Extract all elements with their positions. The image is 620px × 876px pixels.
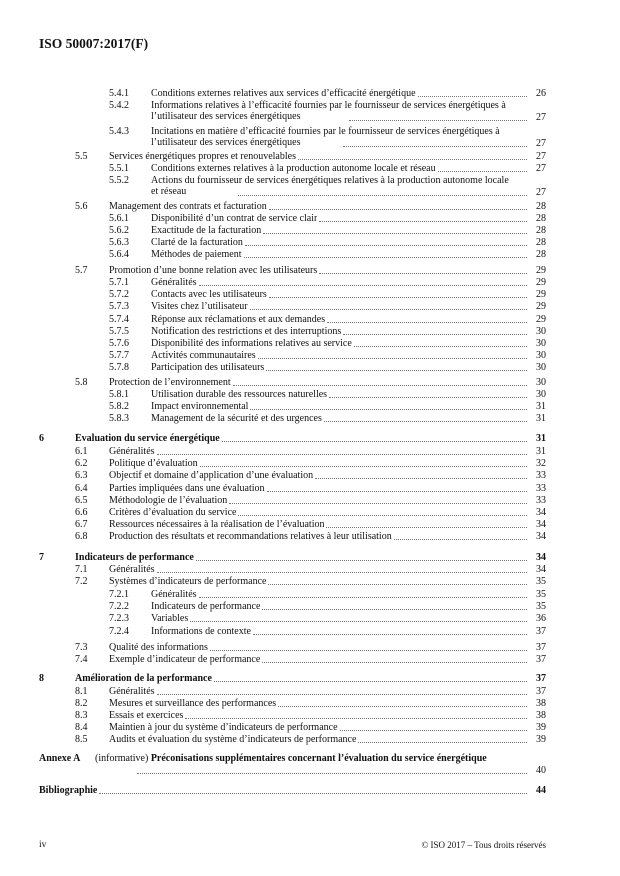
toc-dot-leader <box>263 232 527 234</box>
toc-dot-leader <box>354 345 527 347</box>
toc-dot-leader <box>329 396 527 398</box>
toc-dot-leader <box>269 296 527 298</box>
toc-dot-leader <box>266 369 527 371</box>
document-id: ISO 50007:2017(F) <box>39 36 149 51</box>
toc-dot-leader <box>250 308 527 310</box>
toc-entry-title: Généralités <box>109 446 155 457</box>
toc-entry-title <box>95 753 512 764</box>
toc-dot-leader <box>343 333 527 335</box>
toc-entry-number: 6.7 <box>75 519 88 530</box>
toc-entry-number: Annexe A <box>39 753 81 764</box>
toc-entry-page: 37 <box>536 686 546 697</box>
toc-entry-number: 6.2 <box>75 458 88 469</box>
toc-entry-page: 37 <box>536 642 546 653</box>
toc-dot-leader <box>233 384 527 386</box>
toc-entry-title: Systèmes d’indicateurs de performance <box>109 576 267 587</box>
toc-dot-leader <box>238 514 527 516</box>
toc-dot-leader <box>199 284 527 286</box>
toc-entry-title: Promotion d’une bonne relation avec les utilisateurs <box>109 265 318 276</box>
toc-entry-number: 5.7.1 <box>109 277 129 288</box>
toc-dot-leader <box>214 680 527 682</box>
toc-entry-page: 32 <box>536 458 546 469</box>
toc-entry-title: Généralités <box>109 686 155 697</box>
toc-entry-page: 35 <box>536 589 546 600</box>
toc-entry-page: 31 <box>536 401 546 412</box>
toc-dot-leader <box>268 583 527 585</box>
toc-entry-title: Ressources nécessaires à la réalisation de l’évaluation <box>109 519 325 530</box>
toc-entry-number: 5.7.2 <box>109 289 129 300</box>
toc-entry-page: 29 <box>536 301 546 312</box>
toc-entry-page: 29 <box>536 265 546 276</box>
toc-entry-page: 31 <box>536 433 546 444</box>
toc-entry-number: 5.7.5 <box>109 326 129 337</box>
toc-entry-number: 7.4 <box>75 654 88 665</box>
toc-entry-number: 7.1 <box>75 564 88 575</box>
toc-entry-title: Informations relatives à l’efficacité fournies par le fournisseur de services énergétiques à l’utilisateur des services énergétiques <box>151 100 506 122</box>
toc-entry-title: Méthodologie de l’évaluation <box>109 495 228 506</box>
toc-entry-title: Visites chez l’utilisateur <box>151 301 248 312</box>
toc-entry-number: 7.2.4 <box>109 626 129 637</box>
toc-entry-number: 5.5.2 <box>109 175 129 186</box>
toc-entry-title: Bibliographie <box>39 785 98 796</box>
toc-entry-page: 30 <box>536 326 546 337</box>
toc-entry-page: 38 <box>536 698 546 709</box>
toc-entry-number: 5.6.3 <box>109 237 129 248</box>
toc-dot-leader <box>340 729 527 731</box>
toc-entry-page: 31 <box>536 413 546 424</box>
toc-entry-page: 38 <box>536 710 546 721</box>
toc-entry-page: 33 <box>536 495 546 506</box>
toc-entry-page: 37 <box>536 673 546 684</box>
toc-entry-page: 27 <box>536 112 546 123</box>
toc-entry-number: 6.5 <box>75 495 88 506</box>
toc-entry-page: 26 <box>536 88 546 99</box>
toc-entry-page: 34 <box>536 519 546 530</box>
toc-entry-title: Protection de l’environnement <box>109 377 231 388</box>
toc-dot-leader <box>262 608 527 610</box>
toc-entry-title: Conditions externes relatives aux services d’efficacité énergétique <box>151 88 416 99</box>
toc-dot-leader <box>137 772 527 774</box>
toc-entry-title: Indicateurs de performance <box>151 601 261 612</box>
toc-entry-title: Audits et évaluation du système d’indicateurs de performance <box>109 734 357 745</box>
toc-dot-leader <box>349 119 527 121</box>
toc-entry-page: 40 <box>536 765 546 776</box>
toc-entry-number: 5.5 <box>75 151 88 162</box>
toc-entry-number: 5.6.4 <box>109 249 129 260</box>
toc-entry-number: 5.4.1 <box>109 88 129 99</box>
toc-entry-number: 6.1 <box>75 446 88 457</box>
toc-dot-leader <box>262 661 527 663</box>
toc-entry-page: 35 <box>536 601 546 612</box>
toc-entry-number: 5.7.7 <box>109 350 129 361</box>
toc-entry-title: Exactitude de la facturation <box>151 225 262 236</box>
toc-entry-page: 29 <box>536 277 546 288</box>
toc-entry-number: 5.8 <box>75 377 88 388</box>
toc-entry-page: 27 <box>536 163 546 174</box>
toc-entry-number: 7.2 <box>75 576 88 587</box>
toc-dot-leader <box>245 244 527 246</box>
toc-entry-title: Maintien à jour du système d’indicateurs de performance <box>109 722 338 733</box>
toc-entry-title: Généralités <box>109 564 155 575</box>
toc-dot-leader <box>199 596 527 598</box>
toc-entry-page: 29 <box>536 289 546 300</box>
toc-dot-leader <box>278 705 527 707</box>
toc-entry-title: Essais et exercices <box>109 710 184 721</box>
toc-entry-title: Disponibilité des informations relatives au service <box>151 338 352 349</box>
toc-entry-number: 7.2.3 <box>109 613 129 624</box>
toc-dot-leader <box>222 440 527 442</box>
toc-dot-leader <box>315 477 527 479</box>
toc-entry-number: 8 <box>39 673 44 684</box>
toc-entry-number: 6.3 <box>75 470 88 481</box>
toc-entry-page: 37 <box>536 626 546 637</box>
toc-entry-page: 34 <box>536 531 546 542</box>
toc-entry-number: 8.4 <box>75 722 88 733</box>
toc-entry-page: 27 <box>536 151 546 162</box>
toc-entry-page: 31 <box>536 446 546 457</box>
toc-entry-title: Exemple d’indicateur de performance <box>109 654 261 665</box>
toc-dot-leader <box>418 95 527 97</box>
toc-dot-leader <box>229 502 527 504</box>
toc-entry-page: 33 <box>536 470 546 481</box>
toc-entry-title: Généralités <box>151 277 197 288</box>
toc-entry-number: 6.4 <box>75 483 88 494</box>
toc-entry-page: 35 <box>536 576 546 587</box>
toc-entry-title: Informations de contexte <box>151 626 251 637</box>
toc-dot-leader <box>185 717 527 719</box>
toc-entry-page: 28 <box>536 213 546 224</box>
toc-entry-number: 7.2.2 <box>109 601 129 612</box>
toc-entry-number: 5.7 <box>75 265 88 276</box>
toc-entry-number: 5.7.3 <box>109 301 129 312</box>
toc-dot-leader <box>438 170 527 172</box>
toc-entry-title: Réponse aux réclamations et aux demandes <box>151 314 326 325</box>
toc-entry-page: 27 <box>536 138 546 149</box>
toc-entry-title: Politique d’évaluation <box>109 458 198 469</box>
toc-entry-title: Management de la sécurité et des urgences <box>151 413 322 424</box>
toc-dot-leader <box>210 649 527 651</box>
toc-dot-leader <box>319 220 527 222</box>
toc-dot-leader <box>250 408 527 410</box>
toc-entry-page: 30 <box>536 377 546 388</box>
toc-entry-number: 5.8.1 <box>109 389 129 400</box>
toc-dot-leader <box>298 158 527 160</box>
toc-entry-number: 7.2.1 <box>109 589 129 600</box>
toc-entry-title: Parties impliquées dans une évaluation <box>109 483 265 494</box>
toc-entry-page: 30 <box>536 350 546 361</box>
toc-entry-number: 5.7.6 <box>109 338 129 349</box>
toc-entry-number: 7 <box>39 552 44 563</box>
toc-entry-number: 5.4.2 <box>109 100 129 111</box>
toc-dot-leader <box>253 633 527 635</box>
toc-entry-page: 34 <box>536 507 546 518</box>
toc-entry-title: Amélioration de la performance <box>75 673 212 684</box>
toc-entry-title: Contacts avec les utilisateurs <box>151 289 267 300</box>
toc-entry-number: 6.6 <box>75 507 88 518</box>
toc-entry-title: Mesures et surveillance des performances <box>109 698 277 709</box>
toc-dot-leader <box>99 792 527 794</box>
toc-entry-page: 44 <box>536 785 546 796</box>
toc-entry-number: 5.4.3 <box>109 126 129 137</box>
toc-entry-title: Conditions externes relatives à la production autonome locale et réseau <box>151 163 436 174</box>
toc-entry-page: 36 <box>536 613 546 624</box>
toc-dot-leader <box>324 420 527 422</box>
toc-dot-leader <box>358 741 527 743</box>
toc-entry-number: 8.3 <box>75 710 88 721</box>
toc-entry-page: 28 <box>536 249 546 260</box>
toc-entry-number: 8.2 <box>75 698 88 709</box>
toc-entry-number: 8.5 <box>75 734 88 745</box>
toc-entry-page: 37 <box>536 654 546 665</box>
toc-dot-leader <box>200 465 527 467</box>
toc-dot-leader <box>343 145 527 147</box>
toc-entry-title: Méthodes de paiement <box>151 249 242 260</box>
toc-entry-number: 5.6 <box>75 201 88 212</box>
toc-entry-title: Utilisation durable des ressources naturelles <box>151 389 328 400</box>
toc-entry-page: 28 <box>536 201 546 212</box>
toc-entry-title: Impact environnemental <box>151 401 249 412</box>
toc-entry-number: 5.6.1 <box>109 213 129 224</box>
toc-dot-leader <box>157 571 527 573</box>
copyright-notice: © ISO 2017 – Tous droits réservés <box>421 840 546 850</box>
toc-dot-leader <box>319 272 527 274</box>
toc-entry-title: Indicateurs de performance <box>75 552 194 563</box>
toc-entry-page: 33 <box>536 483 546 494</box>
toc-entry-title: Services énergétiques propres et renouvelables <box>109 151 296 162</box>
toc-dot-leader <box>196 559 527 561</box>
toc-entry-number: 6 <box>39 433 44 444</box>
toc-entry-title: Production des résultats et recommandations relatives à leur utilisation <box>109 531 392 542</box>
toc-entry-number: 5.8.2 <box>109 401 129 412</box>
toc-dot-leader <box>327 321 527 323</box>
toc-entry-number: 5.6.2 <box>109 225 129 236</box>
toc-entry-title: Variables <box>151 613 189 624</box>
toc-entry-page: 27 <box>536 187 546 198</box>
toc-dot-leader <box>157 693 527 695</box>
toc-entry-number: 5.8.3 <box>109 413 129 424</box>
toc-entry-number: 8.1 <box>75 686 88 697</box>
toc-dot-leader <box>269 208 527 210</box>
toc-entry-page: 30 <box>536 362 546 373</box>
toc-entry-page: 30 <box>536 338 546 349</box>
toc-entry-title: Critères d’évaluation du service <box>109 507 237 518</box>
toc-dot-leader <box>394 538 527 540</box>
toc-entry-number: 6.8 <box>75 531 88 542</box>
toc-entry-number: 7.3 <box>75 642 88 653</box>
toc-entry-page: 34 <box>536 552 546 563</box>
toc-dot-leader <box>244 256 527 258</box>
toc-entry-number: 5.5.1 <box>109 163 129 174</box>
toc-entry-title: Disponibilité d’un contrat de service clair <box>151 213 318 224</box>
toc-entry-title: Activités communautaires <box>151 350 256 361</box>
toc-entry-title: Qualité des informations <box>109 642 208 653</box>
toc-dot-leader <box>190 620 527 622</box>
toc-entry-title: Incitations en matière d’efficacité fournies par le fournisseur de services énergétiques à l’utilisateur des services énergétiques <box>151 126 500 148</box>
toc-entry-page: 29 <box>536 314 546 325</box>
toc-entry-title: Actions du fournisseur de services énergétiques relatives à la production autonome locale et réseau <box>151 175 509 197</box>
page-number: iv <box>39 840 47 850</box>
toc-entry-title: Notification des restrictions et des interruptions <box>151 326 342 337</box>
toc-dot-leader <box>258 357 527 359</box>
toc-entry-page: 39 <box>536 734 546 745</box>
toc-dot-leader <box>238 194 527 196</box>
toc-entry-page: 28 <box>536 225 546 236</box>
toc-entry-title: Évaluation du service énergétique <box>75 433 220 444</box>
toc-entry-page: 28 <box>536 237 546 248</box>
toc-dot-leader <box>326 526 527 528</box>
toc-entry-page: 34 <box>536 564 546 575</box>
toc-entry-number: 5.7.8 <box>109 362 129 373</box>
toc-entry-title: Management des contrats et facturation <box>109 201 267 212</box>
toc-entry-page: 39 <box>536 722 546 733</box>
toc-entry-title: Généralités <box>151 589 197 600</box>
toc-dot-leader <box>267 490 527 492</box>
annex-title: Préconisations supplémentaires concernant l’évaluation du service énergétique <box>150 753 487 764</box>
toc-entry-page: 30 <box>536 389 546 400</box>
annex-informative-label: (informative) <box>95 753 149 764</box>
toc-dot-leader <box>157 453 527 455</box>
toc-entry-title: Objectif et domaine d’application d’une évaluation <box>109 470 314 481</box>
toc-entry-title: Clarté de la facturation <box>151 237 243 248</box>
toc-entry-title: Participation des utilisateurs <box>151 362 265 373</box>
toc-entry-number: 5.7.4 <box>109 314 129 325</box>
